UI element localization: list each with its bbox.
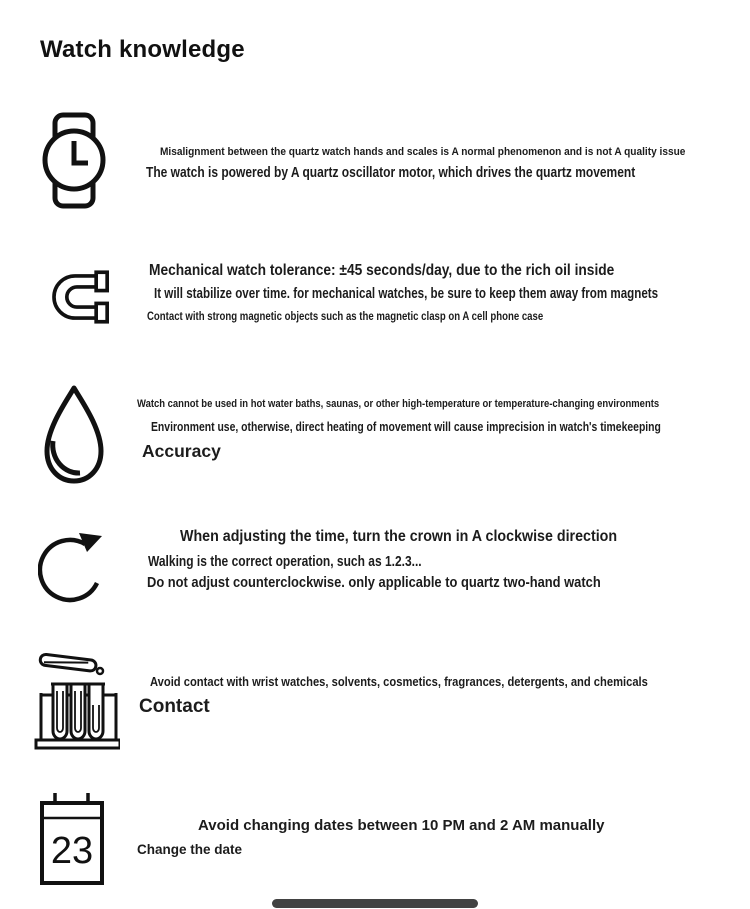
date-main-line: Avoid changing dates between 10 PM and 2 AM manually <box>198 817 605 834</box>
page-title: Watch knowledge <box>40 36 245 63</box>
magnet-note-line: Contact with strong magnetic objects such as the magnetic clasp on A cell phone case <box>147 309 544 323</box>
accuracy-heading: Accuracy <box>142 441 221 461</box>
accuracy-sub-line: Environment use, otherwise, direct heating of movement will cause imprecision in watch's timekeeping <box>151 419 661 434</box>
contact-heading: Contact <box>139 696 210 717</box>
magnet-sub-line: It will stabilize over time. for mechanical watches, be sure to keep them away from magnets <box>154 286 659 302</box>
magnet-icon <box>43 266 109 328</box>
quartz-note-line: Misalignment between the quartz watch hands and scales is A normal phenomenon and is not A quality issue <box>160 146 686 158</box>
adjust-note-line: Do not adjust counterclockwise. only applicable to quartz two-hand watch <box>147 574 601 591</box>
wristwatch-icon <box>42 112 106 209</box>
quartz-main-line: The watch is powered by A quartz oscillator motor, which drives the quartz movement <box>146 164 636 181</box>
water-drop-icon <box>40 384 108 486</box>
accuracy-note-line: Watch cannot be used in hot water baths, saunas, or other high-temperature or temperature-changing environments <box>137 398 660 410</box>
calendar-date-number: 23 <box>50 830 94 872</box>
contact-note-line: Avoid contact with wrist watches, solvents, cosmetics, fragrances, detergents, and chemicals <box>150 674 648 689</box>
magnet-main-line: Mechanical watch tolerance: ±45 seconds/day, due to the rich oil inside <box>149 262 615 279</box>
date-sub-line: Change the date <box>137 842 243 857</box>
calendar-icon <box>38 792 106 886</box>
home-indicator-bar <box>272 899 478 908</box>
clockwise-rotation-icon <box>38 526 110 612</box>
adjust-sub-line: Walking is the correct operation, such as 1.2.3... <box>148 553 422 570</box>
test-tubes-icon <box>30 650 120 750</box>
adjust-main-line: When adjusting the time, turn the crown in A clockwise direction <box>180 528 618 545</box>
